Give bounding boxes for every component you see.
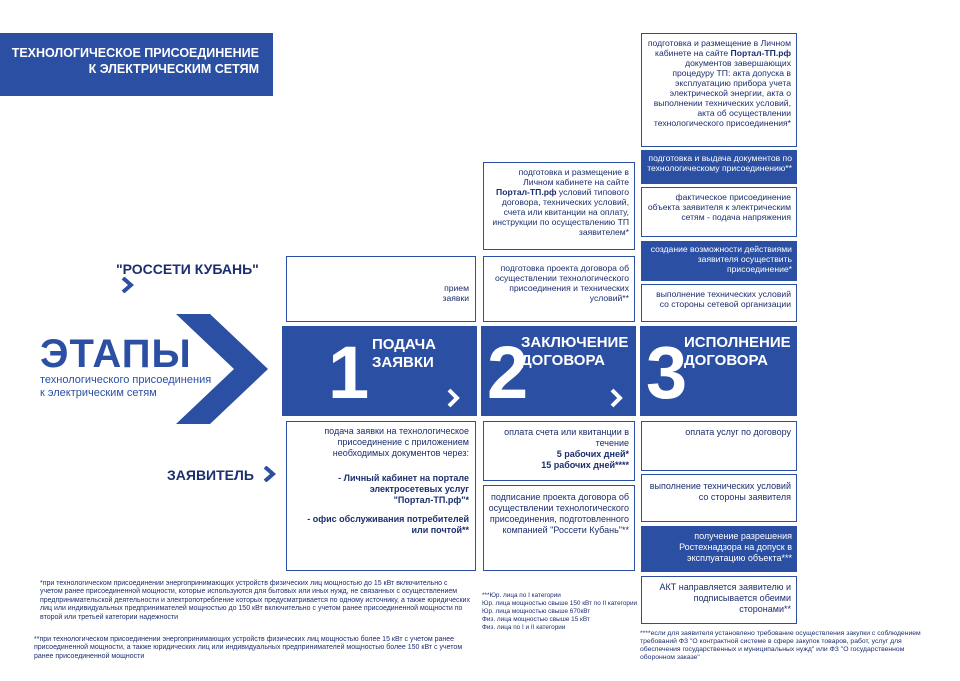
footnote-3-title: ***Юр. лица по I категории bbox=[482, 592, 561, 599]
col1-bottom-item2: - офис обслуживания потребителей или почтой** bbox=[307, 514, 469, 535]
rosseti-label-text: "РОССЕТИ КУБАНЬ" bbox=[116, 261, 259, 277]
stage-2-number: 2 bbox=[487, 331, 529, 414]
stage-3-banner bbox=[640, 326, 797, 416]
footnote-1: *при технологическом присоединении энергопринимающих устройств физических лиц мощностью до 15 кВт включительно с учетом ранее присоединенной мощности, которые используются для бытовых или иных нужд, не связанных с осуществлением предпринимательской деятельности и электропотребление которых предусматривается по одному источнику, а также юридических лиц или индивидуальных предпринимателей мощностью до 150 кВт включительно с учетом ранее присоединенной мощности по второй или третьей категории надежности bbox=[40, 580, 470, 621]
stage-3-line2: ДОГОВОРА bbox=[684, 352, 768, 369]
col1-bottom-intro: подача заявки на технологическое присоединение с приложением необходимых документов через: bbox=[324, 426, 469, 458]
col3-top1-pre: подготовка и размещение в Личном кабинете на сайте bbox=[647, 38, 791, 58]
col2-bottom1-days15: 15 рабочих дней**** bbox=[541, 460, 629, 470]
col3-bottom3-text: получение разрешения Ростехнадзора на допуск в эксплуатацию объекта*** bbox=[679, 531, 792, 563]
big-chevron-icon bbox=[176, 314, 272, 424]
col3-top5-text: выполнение технических условий со стороны сетевой организации bbox=[656, 289, 791, 309]
col2-bottom2-text: подписание проекта договора об осуществлении технологического присоединения, подготовленного компанией "Россети Кубань"** bbox=[488, 492, 629, 535]
col2-top1-post: условий типового договора, технических условий, счета или квитанции на оплату, инструкции по осуществлению ТП заявителем* bbox=[492, 187, 629, 237]
stage-1-line2: ЗАЯВКИ bbox=[372, 354, 434, 371]
footnote-3-line: Юр. лица мощностью свыше 670кВт bbox=[482, 608, 591, 615]
col3-top2-box bbox=[641, 150, 797, 184]
stage-3-label bbox=[684, 334, 791, 370]
col3-top5-box bbox=[641, 284, 797, 322]
col3-top3-box bbox=[641, 187, 797, 237]
col3-top1-box bbox=[641, 33, 797, 147]
zayavitel-label-text: ЗАЯВИТЕЛЬ bbox=[167, 467, 254, 483]
etapy-title: ЭТАПЫ bbox=[40, 332, 192, 376]
col3-bottom2-text: выполнение технических условий со стороны заявителя bbox=[649, 481, 791, 502]
header-banner bbox=[0, 33, 273, 96]
chevron-right-icon bbox=[609, 388, 623, 408]
stage-1-number: 1 bbox=[328, 331, 370, 414]
col1-bottom-item1: - Личный кабинет на портале электросетевых услуг bbox=[338, 473, 469, 494]
col2-bottom2-box bbox=[483, 485, 635, 571]
chevron-right-icon bbox=[446, 388, 460, 408]
col2-top2-box bbox=[483, 256, 635, 322]
etapy-sub2: к электрическим сетям bbox=[40, 387, 157, 399]
col3-bottom2-box bbox=[641, 474, 797, 522]
col2-top1-box bbox=[483, 162, 635, 250]
stage-2-line2: ДОГОВОРА bbox=[521, 352, 605, 369]
col2-bottom1-days5: 5 рабочих дней* bbox=[556, 449, 629, 459]
footnote-4: ****если для заявителя установлено требование осуществления закупки с соблюдением требований ФЗ "О контрактной системе в сфере закупок товаров, работ, услуг для обеспечения государственных и муниципальных нужд" или ФЗ "О государственном оборонном заказе" bbox=[640, 630, 921, 661]
col2-top1-portal: Портал-ТП.рф bbox=[496, 187, 557, 197]
stage-1-label bbox=[372, 336, 436, 372]
chevron-right-icon bbox=[262, 466, 276, 482]
stage-3-number: 3 bbox=[646, 331, 688, 414]
stage-1-line1: ПОДАЧА bbox=[372, 336, 436, 353]
col3-top4-box bbox=[641, 241, 797, 281]
col3-bottom3-box bbox=[641, 526, 797, 572]
col2-top1-pre: подготовка и размещение в Личном кабинете на сайте bbox=[518, 167, 629, 187]
col3-bottom4-text: АКТ направляется заявителю и подписывается обеими сторонами** bbox=[659, 582, 791, 614]
col3-bottom4-box bbox=[641, 576, 797, 624]
stage-1-banner bbox=[282, 326, 477, 416]
col3-top1-post: документов завершающих процедуру ТП: акта допуска в эксплуатацию прибора учета электрической энергии, акта о выполнении технических условий, акта об осуществлении технологического присоединения* bbox=[653, 58, 791, 128]
rosseti-label bbox=[116, 261, 276, 283]
col1-top-line1: прием bbox=[444, 283, 469, 293]
col1-top-line2: заявки bbox=[442, 293, 469, 303]
col3-top3-text: фактическое присоединение объекта заявителя к электрическим сетям - подача напряжения bbox=[647, 192, 791, 222]
col3-top4-text: создание возможности действиями заявителя осуществить присоединение* bbox=[650, 244, 792, 274]
header-title-line1: ТЕХНОЛОГИЧЕСКОЕ ПРИСОЕДИНЕНИЕ bbox=[11, 46, 259, 60]
col2-bottom1-box bbox=[483, 421, 635, 481]
stage-3-line1: ИСПОЛНЕНИЕ bbox=[684, 334, 791, 351]
header-title-line2: К ЭЛЕКТРИЧЕСКИМ СЕТЯМ bbox=[88, 62, 259, 76]
col3-top2-text: подготовка и выдача документов по технологическому присоединению** bbox=[647, 153, 792, 173]
zayavitel-label bbox=[167, 466, 287, 488]
etapy-sub1: технологического присоединения bbox=[40, 374, 212, 386]
col1-bottom-item1-portal: "Портал-ТП.рф"* bbox=[393, 495, 469, 505]
col3-bottom1-box bbox=[641, 421, 797, 471]
chevron-right-icon bbox=[120, 277, 134, 293]
col1-bottom-box bbox=[286, 421, 476, 571]
col3-bottom1-text: оплата услуг по договору bbox=[685, 427, 791, 437]
col3-top1-portal: Портал-ТП.рф bbox=[730, 48, 791, 58]
footnote-3-line: Физ. лица по I и II категории bbox=[482, 624, 566, 631]
footnote-3-line: Юр. лица мощностью свыше 150 кВт по II категории bbox=[482, 600, 638, 607]
stage-2-line1: ЗАКЛЮЧЕНИЕ bbox=[521, 334, 629, 351]
col1-top-box bbox=[286, 256, 476, 322]
col2-top2-text: подготовка проекта договора об осуществлении технологического присоединения и технических условий** bbox=[494, 263, 629, 303]
stage-2-label bbox=[521, 334, 628, 370]
col2-bottom1-pre: оплата счета или квитанции в течение bbox=[504, 427, 629, 448]
stage-2-banner bbox=[481, 326, 636, 416]
footnote-3-line: Физ. лица мощностью свыше 15 кВт bbox=[482, 616, 590, 623]
footnote-2: **при технологическом присоединении энергопринимающих устройств физических лиц мощностью более 15 кВт с учетом ранее присоединенной мощности, а также юридических лиц или индивидуальных предпринимателей мощностью более 150 кВт с учетом ранее присоединенной мощности bbox=[34, 636, 463, 660]
footnote-3 bbox=[482, 592, 638, 632]
